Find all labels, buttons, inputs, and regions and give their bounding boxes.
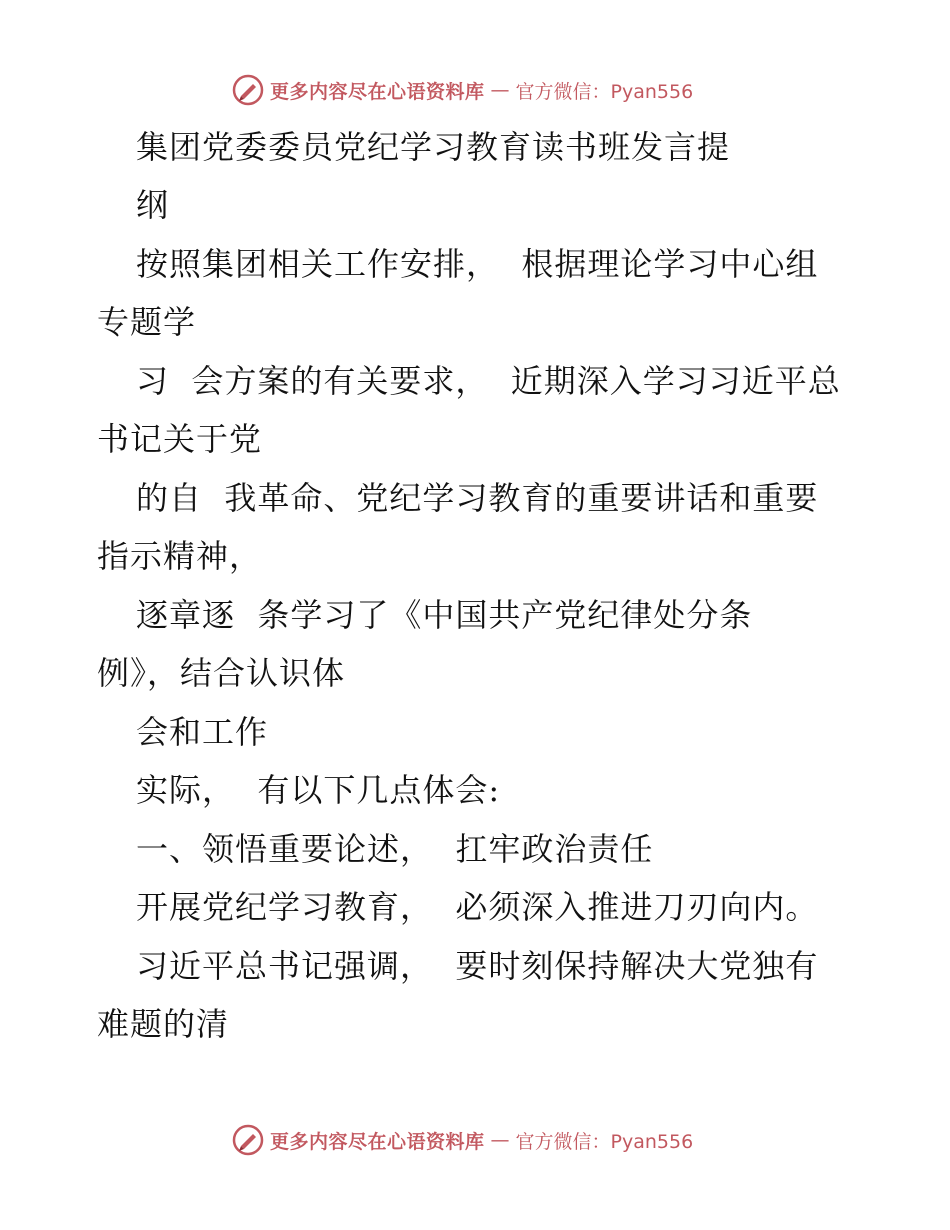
watermark-separator: — bbox=[490, 79, 510, 101]
body-line: 开展党纪学习教育， 必须深入推进刀刃向内。 bbox=[136, 888, 819, 926]
title-line-2: 纲 bbox=[136, 186, 170, 224]
watermark-wechat-id: 官方微信：Pyan556 bbox=[515, 80, 694, 103]
watermark-wechat-id: 官方微信：Pyan556 bbox=[515, 1130, 694, 1153]
body-line: 书记关于党 bbox=[97, 420, 263, 458]
body-line: 的自 我革命、党纪学习教育的重要讲话和重要 bbox=[136, 479, 819, 517]
body-line: 按照集团相关工作安排， 根据理论学习中心组 bbox=[136, 245, 819, 283]
watermark-footer bbox=[232, 1123, 693, 1157]
body-line: 习近平总书记强调， 要时刻保持解决大党独有 bbox=[136, 947, 819, 985]
body-line: 指示精神， bbox=[97, 537, 263, 575]
pen-logo-icon bbox=[232, 74, 264, 106]
body-line: 专题学 bbox=[97, 303, 197, 341]
watermark-text: 更多内容尽在心语资料库 bbox=[270, 1130, 485, 1153]
body-line: 会和工作 bbox=[136, 713, 269, 751]
title-line-1: 集团党委委员党纪学习教育读书班发言提 bbox=[136, 128, 731, 166]
body-line: 实际， 有以下几点体会: bbox=[136, 771, 501, 809]
watermark-separator: — bbox=[490, 1129, 510, 1151]
pen-logo-icon bbox=[232, 1124, 264, 1156]
watermark-text: 更多内容尽在心语资料库 bbox=[270, 80, 485, 103]
body-line: 逐章逐 条学习了《中国共产党纪律处分条 bbox=[136, 596, 753, 634]
watermark-header bbox=[232, 73, 693, 107]
body-line: 习 会方案的有关要求， 近期深入学习习近平总 bbox=[136, 362, 841, 400]
body-line: 例》，结合认识体 bbox=[97, 654, 346, 692]
body-line: 难题的清 bbox=[97, 1005, 230, 1043]
section-heading: 一、领悟重要论述， 扛牢政治责任 bbox=[136, 830, 654, 868]
